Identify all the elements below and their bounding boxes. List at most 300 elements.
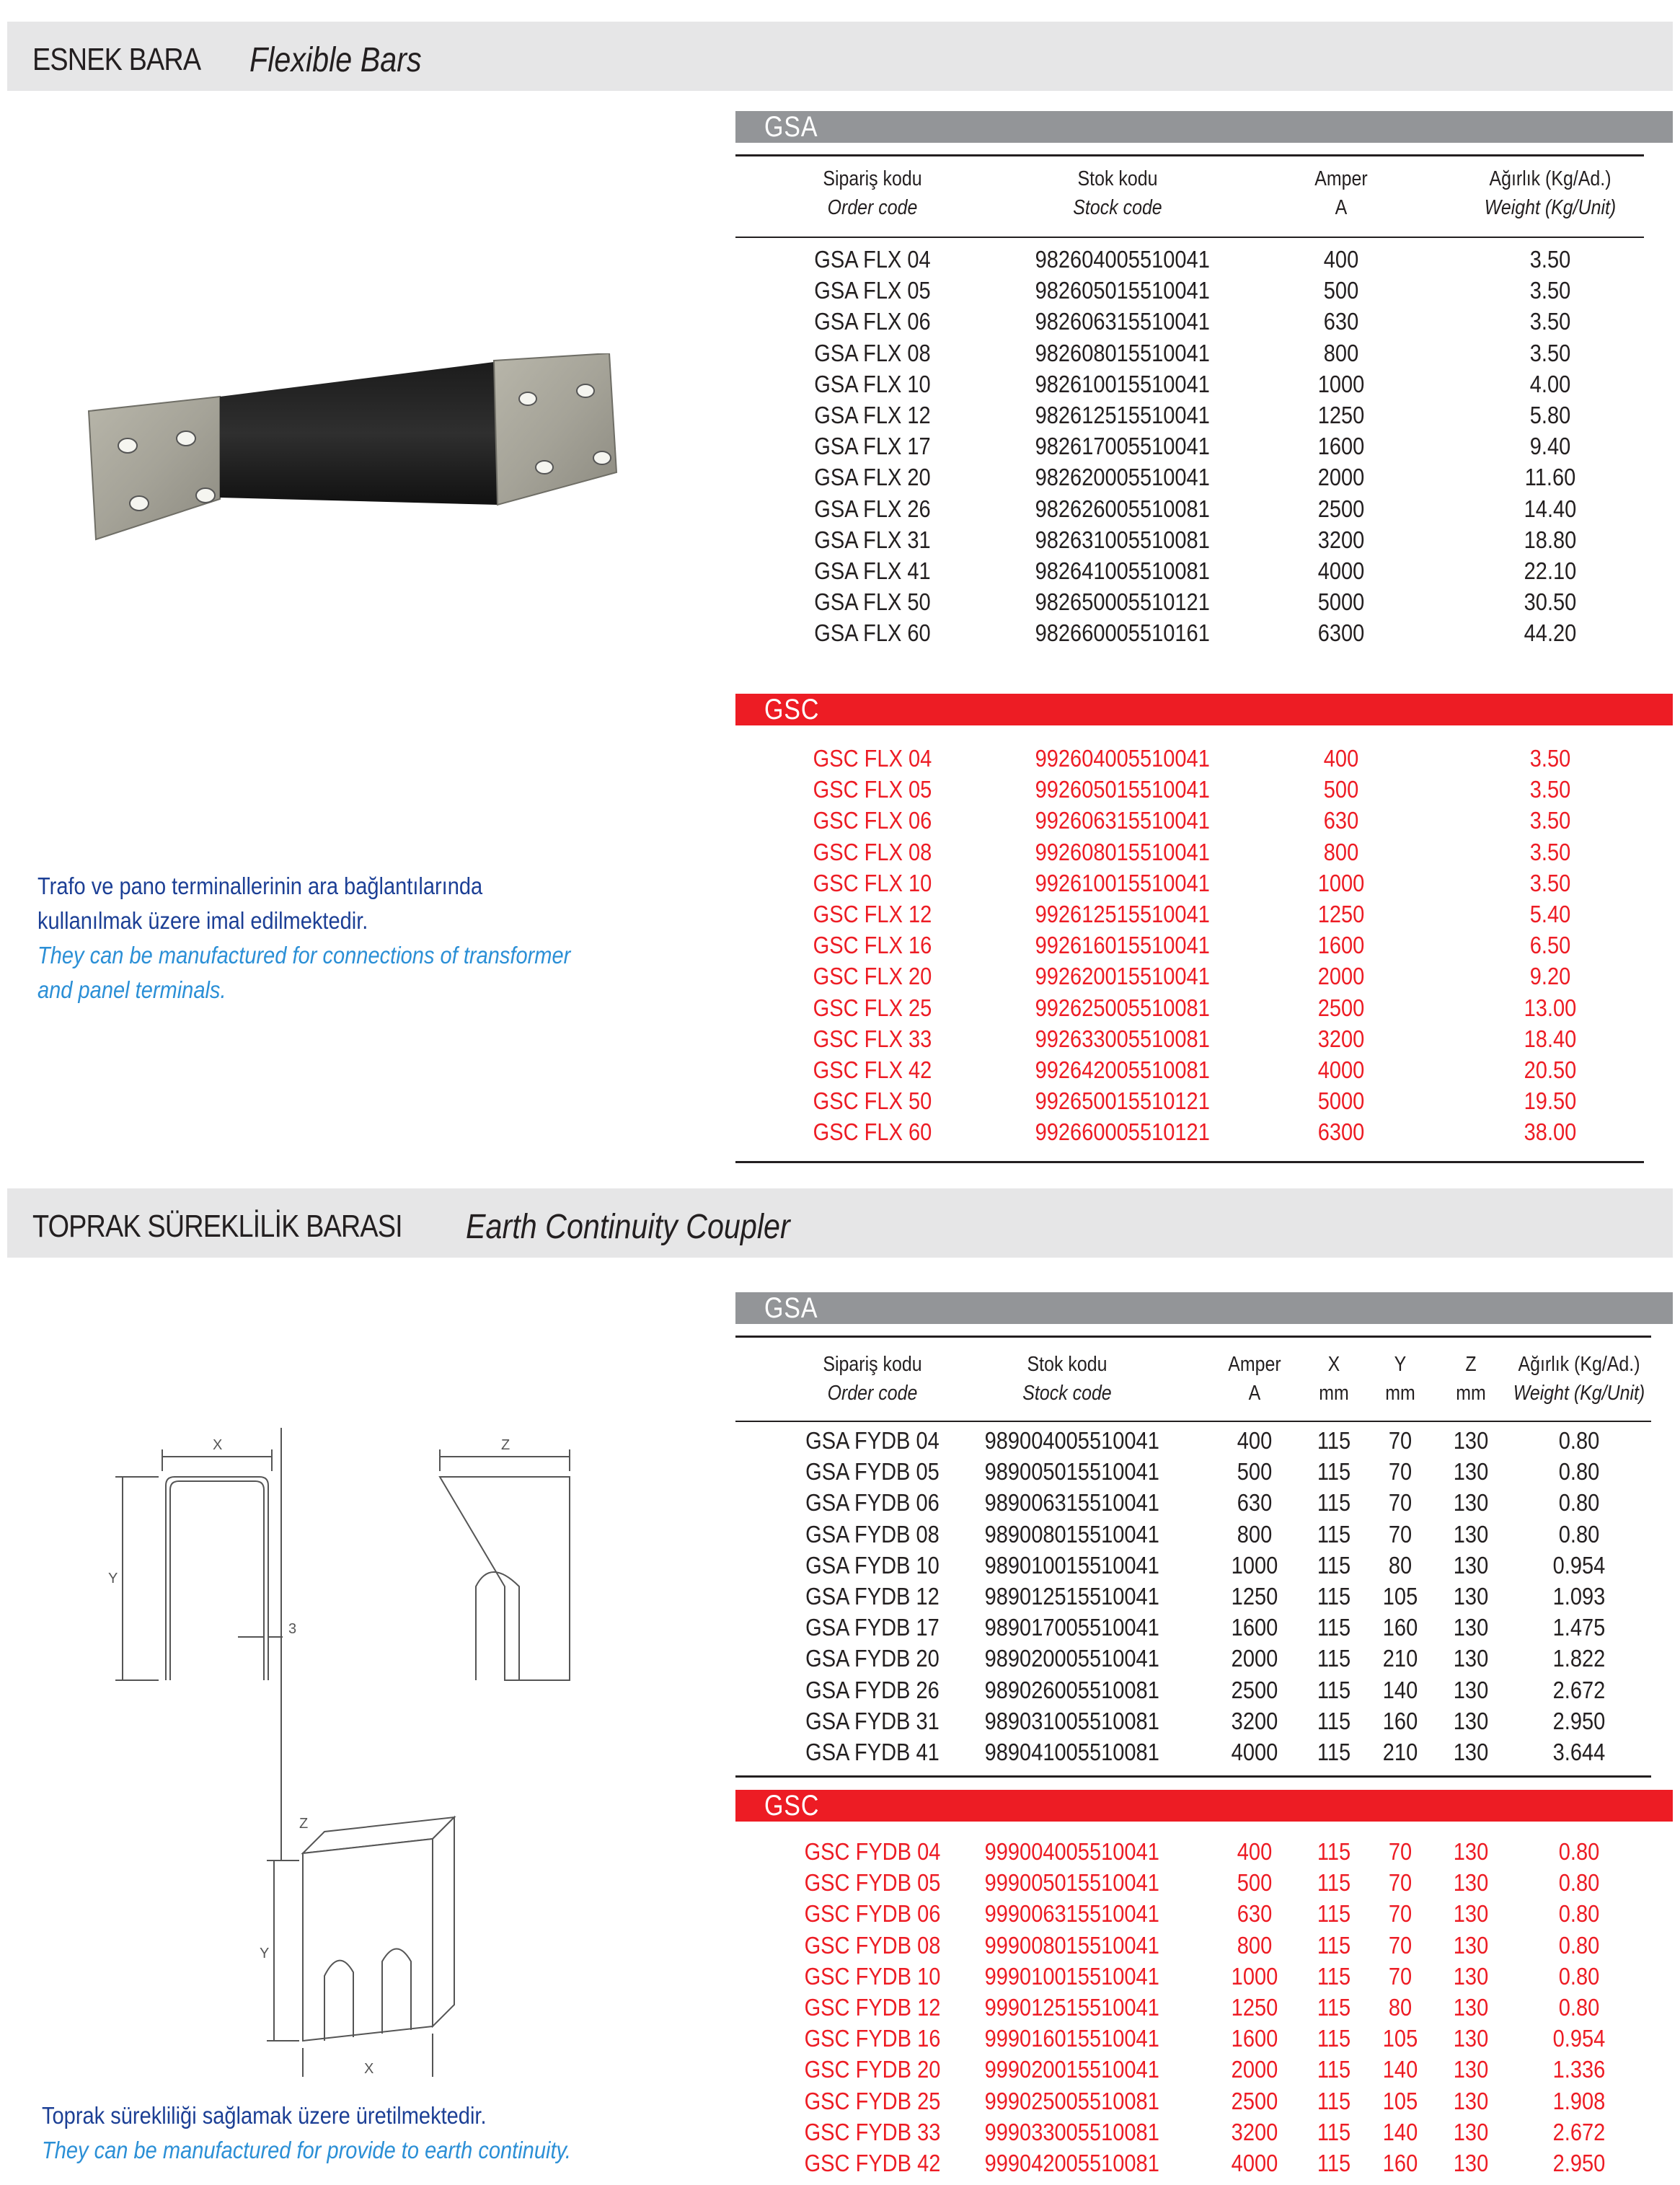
table-row (0, 1930, 1680, 1961)
stock-code-cell: 992612515510041 (1035, 901, 1210, 927)
order-code-cell: GSC FLX 05 (813, 776, 932, 803)
amper-cell: 400 (1323, 246, 1359, 273)
stock-code-cell: 982620005510041 (1035, 464, 1210, 491)
z-cell: 130 (1453, 2150, 1489, 2176)
order-code-cell: GSA FLX 20 (814, 464, 931, 491)
weight-cell: 0.80 (1558, 1931, 1600, 1959)
table-row (0, 805, 1680, 836)
weight-cell: 14.40 (1524, 495, 1577, 522)
z-cell: 130 (1453, 1645, 1489, 1672)
z-cell: 130 (1453, 1676, 1489, 1703)
order-code-cell: GSA FLX 31 (814, 526, 931, 553)
table-row (0, 1456, 1680, 1487)
table-row (0, 961, 1680, 992)
x-cell: 115 (1317, 1583, 1351, 1610)
z-cell: 130 (1453, 2056, 1489, 2083)
section-header-flexible-bars (7, 22, 1673, 91)
order-code-cell: GSA FYDB 05 (805, 1458, 940, 1486)
amper-cell: 800 (1237, 1520, 1273, 1548)
stock-code-cell: 992625005510081 (1035, 994, 1210, 1021)
stock-code-cell: 992650015510121 (1035, 1087, 1210, 1115)
amper-cell: 800 (1323, 838, 1359, 865)
x-cell: 115 (1317, 1614, 1351, 1641)
description-en-line1: They can be manufactured for connections of transformer (37, 942, 571, 968)
stock-code-cell: 992604005510041 (1035, 745, 1210, 772)
order-code-cell: GSA FYDB 41 (805, 1739, 940, 1765)
header-y-unit: mm (1385, 1382, 1415, 1405)
weight-cell: 9.20 (1529, 963, 1571, 990)
y-cell: 160 (1382, 1614, 1418, 1641)
y-cell: 70 (1388, 1489, 1412, 1517)
x-cell: 115 (1317, 2118, 1351, 2145)
weight-cell: 2.672 (1552, 1676, 1606, 1703)
table-row (0, 244, 1680, 275)
weight-cell: 3.50 (1529, 277, 1571, 304)
amper-cell: 5000 (1317, 1087, 1365, 1115)
drawing-label-y-iso: Y (260, 1946, 270, 1961)
order-code-cell: GSC FYDB 25 (804, 2087, 941, 2114)
stock-code-cell: 982631005510081 (1035, 526, 1210, 553)
order-code-cell: GSA FLX 12 (814, 402, 931, 428)
stock-code-cell: 982660005510161 (1035, 619, 1210, 647)
order-code-cell: GSC FLX 12 (813, 901, 932, 927)
table-row (0, 2148, 1680, 2179)
y-cell: 140 (1382, 1676, 1418, 1703)
stock-code-cell: 989006315510041 (984, 1489, 1159, 1517)
header-weight-en: Weight (Kg/Unit) (1513, 1382, 1645, 1405)
header-z-unit: mm (1456, 1382, 1486, 1405)
table-row (0, 1023, 1680, 1054)
order-code-cell: GSC FLX 06 (813, 807, 932, 834)
stock-code-cell: 989012515510041 (984, 1583, 1159, 1610)
table-row (0, 1674, 1680, 1705)
z-cell: 130 (1453, 1838, 1489, 1865)
weight-cell: 9.40 (1529, 433, 1571, 460)
gsa-band-label: GSA (764, 111, 818, 143)
stock-code-cell: 999016015510041 (984, 2025, 1159, 2052)
stock-code-cell: 999025005510081 (984, 2087, 1159, 2114)
stock-code-cell: 982612515510041 (1035, 402, 1210, 428)
y-cell: 70 (1388, 1931, 1412, 1959)
order-code-cell: GSA FLX 05 (814, 277, 931, 304)
order-code-cell: GSA FLX 06 (814, 308, 931, 335)
order-code-cell: GSA FYDB 04 (805, 1427, 940, 1454)
gsc-band-earth (735, 1790, 1673, 1822)
description-tr-line2: kullanılmak üzere imal edilmektedir. (37, 907, 368, 934)
order-code-cell: GSA FLX 17 (814, 433, 931, 460)
weight-cell: 18.40 (1524, 1025, 1577, 1052)
z-cell: 130 (1453, 2025, 1489, 2052)
weight-cell: 44.20 (1524, 619, 1577, 647)
z-cell: 130 (1453, 1900, 1489, 1928)
weight-cell: 3.50 (1529, 308, 1571, 335)
stock-code-cell: 982650005510121 (1035, 588, 1210, 616)
table-row (0, 1519, 1680, 1550)
stock-code-cell: 989026005510081 (984, 1676, 1159, 1703)
header-order-tr: Sipariş kodu (823, 167, 922, 190)
weight-cell: 18.80 (1524, 526, 1577, 553)
table-row (0, 1836, 1680, 1867)
amper-cell: 2000 (1231, 1645, 1278, 1672)
y-cell: 70 (1388, 1458, 1412, 1486)
description-en-line2: and panel terminals. (37, 976, 226, 1003)
table-row (0, 1612, 1680, 1643)
weight-cell: 3.50 (1529, 776, 1571, 803)
header-stock-code (986, 1350, 1148, 1408)
weight-cell: 0.80 (1558, 1838, 1600, 1865)
stock-code-cell: 989017005510041 (984, 1614, 1159, 1641)
x-cell: 115 (1317, 2025, 1351, 2052)
weight-cell: 0.80 (1558, 1520, 1600, 1548)
table-row (0, 1736, 1680, 1767)
header-stock-code (1037, 164, 1198, 222)
order-code-cell: GSC FLX 50 (813, 1087, 932, 1115)
amper-cell: 2500 (1317, 994, 1365, 1021)
order-code-cell: GSC FYDB 20 (804, 2056, 941, 2083)
description-tr-line1: Trafo ve pano terminallerinin ara bağlantılarında (37, 873, 483, 899)
table-row (0, 1867, 1680, 1898)
header-weight-en: Weight (Kg/Unit) (1484, 196, 1617, 219)
amper-cell: 500 (1237, 1869, 1273, 1897)
stock-code-cell: 989008015510041 (984, 1520, 1159, 1548)
order-code-cell: GSC FYDB 10 (804, 1962, 941, 1990)
table-row (0, 774, 1680, 805)
order-code-cell: GSA FYDB 10 (805, 1551, 940, 1579)
weight-cell: 11.60 (1524, 464, 1576, 491)
stock-code-cell: 999006315510041 (984, 1900, 1159, 1928)
x-cell: 115 (1317, 1838, 1351, 1865)
table-row (0, 1643, 1680, 1674)
amper-cell: 400 (1237, 1838, 1273, 1865)
amper-cell: 1250 (1317, 402, 1365, 428)
order-code-cell: GSC FYDB 33 (804, 2118, 941, 2145)
stock-code-cell: 989020005510041 (984, 1645, 1159, 1672)
amper-cell: 630 (1237, 1489, 1273, 1517)
order-code-cell: GSC FLX 16 (813, 932, 932, 959)
amper-cell: 2000 (1317, 464, 1365, 491)
header-weight (1505, 1350, 1653, 1408)
order-code-cell: GSA FLX 10 (814, 370, 931, 397)
amper-cell: 1250 (1231, 1583, 1278, 1610)
amper-cell: 1000 (1231, 1962, 1278, 1990)
drawing-label-thickness: 3 (288, 1621, 297, 1637)
table-row (0, 1898, 1680, 1929)
x-cell: 115 (1317, 1994, 1351, 2021)
stock-code-cell: 982610015510041 (1035, 370, 1210, 397)
order-code-cell: GSC FYDB 08 (804, 1931, 941, 1959)
order-code-cell: GSC FYDB 06 (804, 1900, 941, 1928)
table-row (0, 2116, 1680, 2148)
amper-cell: 4000 (1231, 1739, 1278, 1765)
amper-cell: 1000 (1317, 370, 1365, 397)
drawing-label-x-iso: X (364, 2061, 374, 2077)
weight-cell: 22.10 (1524, 557, 1577, 584)
y-cell: 70 (1388, 1520, 1412, 1548)
stock-code-cell: 989005015510041 (984, 1458, 1159, 1486)
weight-cell: 3.50 (1529, 246, 1571, 273)
stock-code-cell: 999004005510041 (984, 1838, 1159, 1865)
amper-cell: 1250 (1317, 901, 1365, 927)
weight-cell: 1.336 (1552, 2056, 1606, 2083)
x-cell: 115 (1317, 1931, 1351, 1959)
amper-cell: 6300 (1317, 619, 1365, 647)
table-row (0, 1425, 1680, 1456)
amper-cell: 3200 (1317, 526, 1365, 553)
amper-cell: 1000 (1231, 1551, 1278, 1579)
amper-cell: 2000 (1231, 2056, 1278, 2083)
gsa-band-earth (735, 1292, 1673, 1324)
gsc-band-flexible (735, 694, 1673, 725)
table-mid-rule (735, 1775, 1651, 1778)
order-code-cell: GSC FYDB 05 (804, 1869, 941, 1897)
table-row (0, 1085, 1680, 1116)
table-row (0, 1705, 1680, 1736)
x-cell: 115 (1317, 2087, 1351, 2114)
amper-cell: 2500 (1317, 495, 1365, 522)
order-code-cell: GSC FLX 20 (813, 963, 932, 990)
weight-cell: 1.908 (1552, 2087, 1606, 2114)
weight-cell: 3.50 (1529, 807, 1571, 834)
description-tr: Toprak sürekliliği sağlamak üzere üretilmektedir. (42, 2102, 487, 2129)
y-cell: 80 (1388, 1994, 1412, 2021)
weight-cell: 0.80 (1558, 1900, 1600, 1928)
table-row (0, 743, 1680, 774)
order-code-cell: GSA FYDB 31 (805, 1707, 940, 1734)
order-code-cell: GSA FLX 41 (814, 557, 931, 584)
section-title-tr: ESNEK BARA (32, 42, 201, 77)
table-bottom-rule (735, 1161, 1644, 1163)
z-cell: 130 (1453, 1994, 1489, 2021)
order-code-cell: GSC FYDB 16 (804, 2025, 941, 2052)
stock-code-cell: 992605015510041 (1035, 776, 1210, 803)
weight-cell: 0.954 (1552, 2025, 1606, 2052)
weight-cell: 0.80 (1558, 1994, 1600, 2021)
z-cell: 130 (1453, 2118, 1489, 2145)
weight-cell: 3.644 (1552, 1739, 1606, 1765)
stock-code-cell: 989010015510041 (984, 1551, 1159, 1579)
weight-cell: 3.50 (1529, 745, 1571, 772)
header-stock-tr: Stok kodu (1027, 1353, 1108, 1376)
header-weight (1469, 164, 1631, 222)
weight-cell: 2.950 (1552, 1707, 1606, 1734)
header-amper-tr: Amper (1228, 1353, 1281, 1376)
table-row (0, 555, 1680, 586)
header-y (1369, 1350, 1431, 1408)
amper-cell: 3200 (1317, 1025, 1365, 1052)
y-cell: 105 (1382, 1583, 1418, 1610)
amper-cell: 3200 (1231, 1707, 1278, 1734)
x-cell: 115 (1317, 1900, 1351, 1928)
weight-cell: 3.50 (1529, 339, 1571, 366)
y-cell: 160 (1382, 2150, 1418, 2176)
table-row (0, 524, 1680, 555)
z-cell: 130 (1453, 1614, 1489, 1641)
header-rule (735, 237, 1644, 238)
order-code-cell: GSA FLX 08 (814, 339, 931, 366)
table-row (0, 837, 1680, 868)
amper-cell: 800 (1323, 339, 1359, 366)
header-x (1303, 1350, 1365, 1408)
table-row (0, 868, 1680, 899)
weight-cell: 19.50 (1524, 1087, 1577, 1115)
header-x-label: X (1327, 1353, 1340, 1376)
weight-cell: 5.40 (1529, 901, 1571, 927)
x-cell: 115 (1317, 1551, 1351, 1579)
table-row (0, 1961, 1680, 1992)
y-cell: 140 (1382, 2118, 1418, 2145)
stock-code-cell: 982617005510041 (1035, 433, 1210, 460)
header-stock-tr: Stok kodu (1077, 167, 1158, 190)
weight-cell: 0.80 (1558, 1489, 1600, 1517)
table-row (0, 306, 1680, 337)
amper-cell: 630 (1323, 308, 1359, 335)
weight-cell: 1.822 (1552, 1645, 1606, 1672)
weight-cell: 0.80 (1558, 1962, 1600, 1990)
stock-code-cell: 999005015510041 (984, 1869, 1159, 1897)
table-row (0, 1550, 1680, 1581)
table-row (0, 337, 1680, 368)
y-cell: 210 (1382, 1739, 1418, 1765)
header-order-code (792, 164, 953, 222)
x-cell: 115 (1317, 1458, 1351, 1486)
table-row (0, 368, 1680, 400)
weight-cell: 13.00 (1524, 994, 1577, 1021)
table-row (0, 462, 1680, 493)
stock-code-cell: 992606315510041 (1035, 807, 1210, 834)
table-top-rule (735, 1336, 1651, 1338)
y-cell: 70 (1388, 1900, 1412, 1928)
gsc-band-label: GSC (764, 1790, 820, 1822)
table-row (0, 275, 1680, 306)
header-y-label: Y (1394, 1353, 1407, 1376)
order-code-cell: GSC FLX 60 (813, 1118, 932, 1146)
z-cell: 130 (1453, 1551, 1489, 1579)
y-cell: 160 (1382, 1707, 1418, 1734)
table-row (0, 2023, 1680, 2054)
table-row (0, 586, 1680, 617)
header-amper (1217, 1350, 1291, 1408)
y-cell: 210 (1382, 1645, 1418, 1672)
table-row (0, 1581, 1680, 1612)
amper-cell: 800 (1237, 1931, 1273, 1959)
amper-cell: 4000 (1317, 1056, 1365, 1083)
amper-cell: 1600 (1317, 932, 1365, 959)
table-row (0, 1487, 1680, 1518)
z-cell: 130 (1453, 1427, 1489, 1454)
stock-code-cell: 999033005510081 (984, 2118, 1159, 2145)
gsa-band-label: GSA (764, 1292, 818, 1324)
stock-code-cell: 989004005510041 (984, 1427, 1159, 1454)
table-row (0, 493, 1680, 524)
header-amper-tr: Amper (1314, 167, 1368, 190)
table-row (0, 617, 1680, 648)
stock-code-cell: 982608015510041 (1035, 339, 1210, 366)
drawing-label-z-iso: Z (299, 1816, 309, 1832)
z-cell: 130 (1453, 1707, 1489, 1734)
table-row (0, 2054, 1680, 2085)
stock-code-cell: 999008015510041 (984, 1931, 1159, 1959)
z-cell: 130 (1453, 1869, 1489, 1897)
table-row (0, 1992, 1680, 2023)
stock-code-cell: 992633005510081 (1035, 1025, 1210, 1052)
header-x-unit: mm (1319, 1382, 1349, 1405)
table-row (0, 2085, 1680, 2116)
y-cell: 80 (1388, 1551, 1412, 1579)
order-code-cell: GSC FLX 08 (813, 838, 932, 865)
x-cell: 115 (1317, 1645, 1351, 1672)
header-weight-tr: Ağırlık (Kg/Ad.) (1489, 167, 1612, 190)
y-cell: 70 (1388, 1838, 1412, 1865)
stock-code-cell: 992620015510041 (1035, 963, 1210, 990)
order-code-cell: GSC FLX 04 (813, 745, 932, 772)
header-amper-unit: A (1335, 196, 1348, 219)
weight-cell: 1.093 (1552, 1583, 1606, 1610)
y-cell: 105 (1382, 2025, 1418, 2052)
table-row (0, 930, 1680, 961)
gsc-band-label: GSC (764, 694, 820, 725)
weight-cell: 2.950 (1552, 2150, 1606, 2176)
x-cell: 115 (1317, 1520, 1351, 1548)
order-code-cell: GSA FLX 26 (814, 495, 931, 522)
section-title-en: Flexible Bars (249, 41, 422, 79)
order-code-cell: GSA FLX 50 (814, 588, 931, 616)
gsa-band-flexible (735, 111, 1673, 143)
header-amper-unit: A (1248, 1382, 1261, 1405)
amper-cell: 2000 (1317, 963, 1365, 990)
stock-code-cell: 999012515510041 (984, 1994, 1159, 2021)
header-z-label: Z (1465, 1353, 1477, 1376)
x-cell: 115 (1317, 1869, 1351, 1897)
stock-code-cell: 999020015510041 (984, 2056, 1159, 2083)
y-cell: 140 (1382, 2056, 1418, 2083)
amper-cell: 500 (1323, 776, 1359, 803)
amper-cell: 2500 (1231, 2087, 1278, 2114)
table-row (0, 1054, 1680, 1085)
stock-code-cell: 982606315510041 (1035, 308, 1210, 335)
section-header-earth-coupler (7, 1188, 1673, 1258)
x-cell: 115 (1317, 2056, 1351, 2083)
order-code-cell: GSA FYDB 17 (805, 1614, 940, 1641)
amper-cell: 500 (1323, 277, 1359, 304)
header-z (1440, 1350, 1502, 1408)
y-cell: 70 (1388, 1427, 1412, 1454)
table-row (0, 1116, 1680, 1147)
stock-code-cell: 982605015510041 (1035, 277, 1210, 304)
x-cell: 115 (1317, 1739, 1351, 1765)
order-code-cell: GSA FYDB 08 (805, 1520, 940, 1548)
header-amper (1279, 164, 1403, 222)
amper-cell: 630 (1237, 1900, 1273, 1928)
order-code-cell: GSC FLX 10 (813, 869, 932, 896)
amper-cell: 1600 (1231, 1614, 1278, 1641)
amper-cell: 500 (1237, 1458, 1273, 1486)
y-cell: 70 (1388, 1869, 1412, 1897)
amper-cell: 1600 (1231, 2025, 1278, 2052)
weight-cell: 30.50 (1524, 588, 1577, 616)
amper-cell: 1000 (1317, 869, 1365, 896)
x-cell: 115 (1317, 1962, 1351, 1990)
weight-cell: 6.50 (1529, 932, 1571, 959)
order-code-cell: GSA FLX 60 (814, 619, 931, 647)
y-cell: 70 (1388, 1962, 1412, 1990)
stock-code-cell: 982641005510081 (1035, 557, 1210, 584)
header-weight-tr: Ağırlık (Kg/Ad.) (1518, 1353, 1640, 1376)
table-row (0, 899, 1680, 930)
amper-cell: 400 (1237, 1427, 1273, 1454)
drawing-label-y-front: Y (108, 1571, 118, 1586)
x-cell: 115 (1317, 1707, 1351, 1734)
stock-code-cell: 999010015510041 (984, 1962, 1159, 1990)
